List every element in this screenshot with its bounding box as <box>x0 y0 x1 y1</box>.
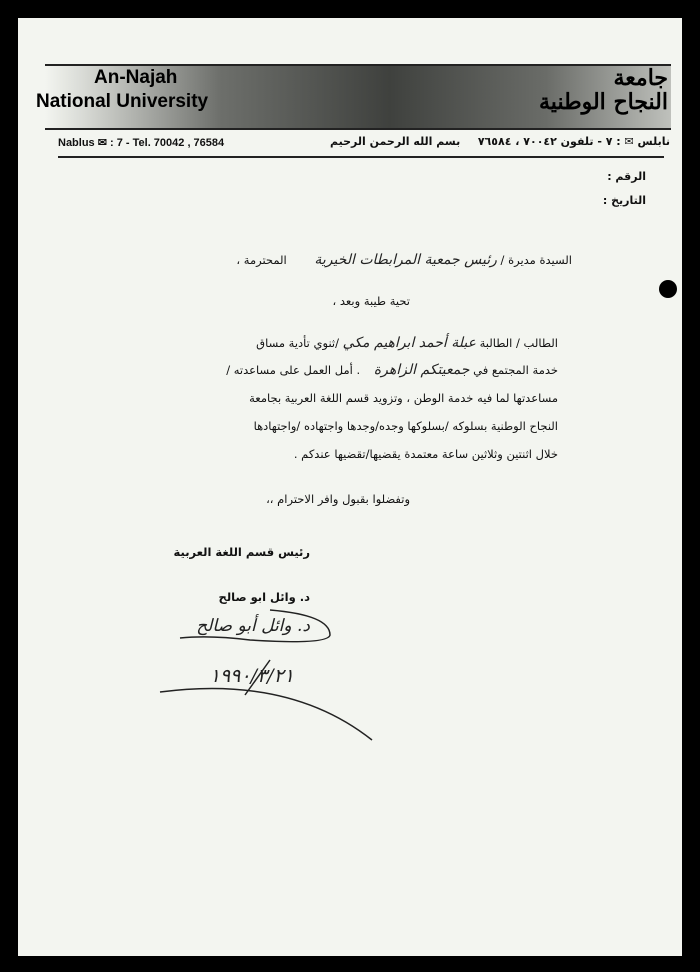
organization-name: جمعيتكم الزاهرة <box>373 362 470 378</box>
letterhead-english <box>36 66 236 114</box>
letterhead-en-line2: National University <box>36 91 209 112</box>
contact-arabic: نابلس ✉ : ٧ - تلفون ٧٠٠٤٢ ، ٧٦٥٨٤ <box>477 135 670 148</box>
student-name: عبلة أحمد ابراهيم مكي <box>342 335 476 351</box>
body-line-3: مساعدتها لما فيه خدمة الوطن ، وتزويد قسم اللغة العربية بجامعة <box>249 391 558 405</box>
body-line-2-tail: . أمل العمل على مساعدته / <box>226 363 361 377</box>
letter-paper <box>18 18 682 956</box>
letterhead-ar-line2: النجاح الوطنية <box>539 89 668 115</box>
letterhead-arabic <box>539 66 668 114</box>
addressee-line <box>236 252 572 268</box>
body-line-1-tail: /ثنوي تأدية مساق <box>256 336 339 350</box>
body-line-2 <box>226 362 558 378</box>
date-label: التاريخ : <box>602 194 646 207</box>
letterhead-ar-line1: جامعة <box>613 65 668 91</box>
signature-strokes <box>150 590 380 750</box>
addressee-name: رئيس جمعية المرابطات الخيرية <box>314 252 497 268</box>
addressee-lead: السيدة مديرة / <box>500 253 572 267</box>
body-line-2-lead: خدمة المجتمع في <box>473 363 558 377</box>
closing-line: وتفضلوا بقبول وافر الاحترام ،، <box>266 492 410 506</box>
body-line-1 <box>256 335 558 351</box>
contact-english: Nablus ✉ : 7 - Tel. 70042 , 76584 <box>58 137 225 149</box>
body-line-4: النجاح الوطنية بسلوكه /بسلوكها وجده/وجدها واجتهاده /واجتهادها <box>253 419 558 433</box>
reference-number-label: الرقم : <box>607 170 646 183</box>
signatory-title: رئيس قسم اللغة العربية <box>173 545 310 559</box>
header-divider <box>58 156 664 158</box>
basmala: بسم الله الرحمن الرحيم <box>330 135 461 148</box>
addressee-tail: المحترمة ، <box>236 253 287 267</box>
punch-hole <box>659 280 677 298</box>
greeting: تحية طيبة وبعد ، <box>332 294 410 308</box>
signatory-name: د. وائل ابو صالح <box>218 590 310 604</box>
body-line-5: خلال اثنتين وثلاثين ساعة معتمدة يقضيها/تقضيها عندكم . <box>293 447 558 461</box>
handwritten-signature: د. وائل أبو صالح <box>196 616 310 636</box>
letterhead-en-line1: An-Najah <box>94 67 178 88</box>
body-line-1-lead: الطالب / الطالبة <box>479 336 558 350</box>
handwritten-date: ١٩٩٠/٣/٢١ <box>209 665 294 687</box>
